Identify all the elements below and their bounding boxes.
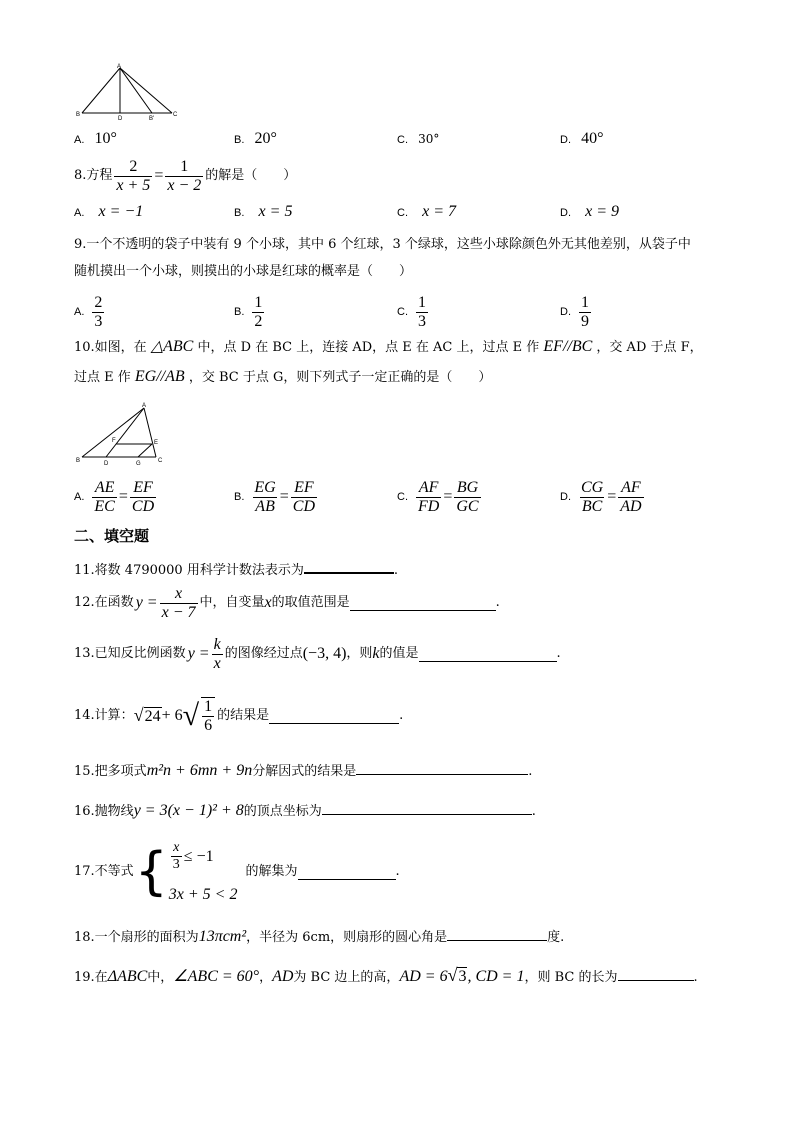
q9-line-1: 9.一个不透明的袋子中装有 9 个小球，其中 6 个红球，3 个绿球，这些小球除颜色外无其他差别，从袋子中 [74, 237, 691, 252]
q10-line-1: 10.如图，在 △ABC 中，点 D 在 BC 上，连接 AD，点 E 在 AC 上，过点 E 作 EF//BC ，交 AD 于点 F， [74, 338, 703, 355]
q10-option-a: A. $\frac{AE}{EC}$ = $\frac{EF}{CD}$ [74, 478, 155, 515]
q17-answer-blank[interactable] [298, 865, 396, 880]
q9-line-2: 随机摸出一个小球，则摸出的小球是红球的概率是（ ） [74, 264, 413, 279]
q10-label-b: B [76, 458, 81, 464]
q7-option-a: A. 10° [74, 130, 117, 147]
q10-line-2: 过点 E 作 EG//AB ，交 BC 于点 G，则下列式子一定正确的是（ ） [74, 368, 492, 385]
q7-label-bp: B' [149, 116, 155, 122]
q16: 16.抛物线y = 3(x − 1)² + 8的顶点坐标为 . [74, 802, 536, 819]
q9-option-a: A. $\frac{2}{3}$ [74, 293, 103, 330]
q7-option-d: D. 40° [560, 130, 604, 147]
q10-label-e: E [154, 440, 159, 446]
q7-option-c: C. 30° [397, 132, 440, 146]
q19-answer-blank[interactable] [618, 966, 694, 981]
q10-option-b: B. $\frac{EG}{AB}$ = $\frac{EF}{CD}$ [234, 478, 315, 515]
q14: 14.计算： √24 + 6 √ $\frac{1}{6}$ 的结果是 . [74, 698, 404, 734]
q10-label-d: D [104, 461, 109, 467]
q17-brace: { [134, 842, 168, 902]
q15: 15.把多项式m²n + 6mn + 9n分解因式的结果是 . [74, 762, 533, 779]
q15-answer-blank[interactable] [356, 760, 528, 775]
q17: 17.不等式 { $\frac{x}{3}$ ≤ −1 3x + 5 < 2 的解集为 . [74, 840, 400, 903]
q8-option-c: C. x = 7 [397, 203, 457, 220]
q8-option-a: A. x = −1 [74, 203, 144, 220]
q16-answer-blank[interactable] [322, 800, 532, 815]
q10-label-c: C [158, 458, 163, 464]
q8-option-d: D. x = 9 [560, 203, 620, 220]
section-title-fill-in: 二、填空题 [74, 527, 150, 545]
q10-label-f: F [112, 438, 116, 444]
q10-figure [76, 402, 166, 470]
q10-label-a: A [142, 403, 147, 409]
q10-label-g: G [136, 461, 141, 467]
q7-label-a: A [117, 64, 122, 70]
q19-sqrt-3: √3 [447, 965, 467, 985]
q14-sqrt-24: √24 [133, 705, 161, 725]
q9-option-b: B. $\frac{1}{2}$ [234, 293, 263, 330]
q19: 19.在ΔABC中，∠ABC = 60°，AD为 BC 边上的高，AD = 6√3, CD = 1，则 BC 的长为 . [74, 965, 698, 985]
q7-figure [76, 62, 180, 122]
q12-answer-blank[interactable] [350, 596, 496, 611]
q13: 13.已知反比例函数 y = $\frac{k}{x}$ 的图像经过点 (−3, 4) ，则 k 的值是 . [74, 635, 561, 672]
q10-option-c: C. $\frac{AF}{FD}$ = $\frac{BG}{GC}$ [397, 478, 479, 515]
q8-rhs-fraction: $\frac{1}{x - 2}$ [167, 157, 202, 194]
q9-option-c: C. $\frac{1}{3}$ [397, 293, 426, 330]
q14-sqrt-frac: √ $\frac{1}{6}$ [183, 697, 217, 735]
q7-label-c: C [173, 112, 178, 118]
q18: 18.一个扇形的面积为13πcm²，半径为 6cm，则扇形的圆心角是 度. [74, 928, 565, 945]
q18-answer-blank[interactable] [447, 926, 547, 941]
q7-option-b: B. 20° [234, 130, 277, 147]
q8-lhs-fraction: $\frac{2}{x + 5}$ [116, 157, 151, 194]
q13-answer-blank[interactable] [419, 647, 557, 662]
q12: 12.在函数 y = $\frac{x}{x - 7}$ 中，自变量 x 的取值范围是 . [74, 584, 500, 621]
q10-option-d: D. $\frac{CG}{BC}$ = $\frac{AF}{AD}$ [560, 478, 642, 515]
q7-label-b: B [76, 112, 81, 118]
q9-option-d: D. $\frac{1}{9}$ [560, 293, 589, 330]
q11: 11.将数 4790000 用科学计数法表示为 . [74, 558, 398, 580]
q14-answer-blank[interactable] [269, 709, 399, 724]
q11-answer-blank[interactable] [304, 558, 394, 574]
q7-label-d: D [118, 116, 123, 122]
q17-system: $\frac{x}{3}$ ≤ −1 3x + 5 < 2 [168, 840, 238, 903]
q8-question: 8.方程 $\frac{2}{x + 5}$ = $\frac{1}{x - 2}$ 的解是（ ） [74, 157, 297, 194]
q8-option-b: B. x = 5 [234, 203, 293, 220]
